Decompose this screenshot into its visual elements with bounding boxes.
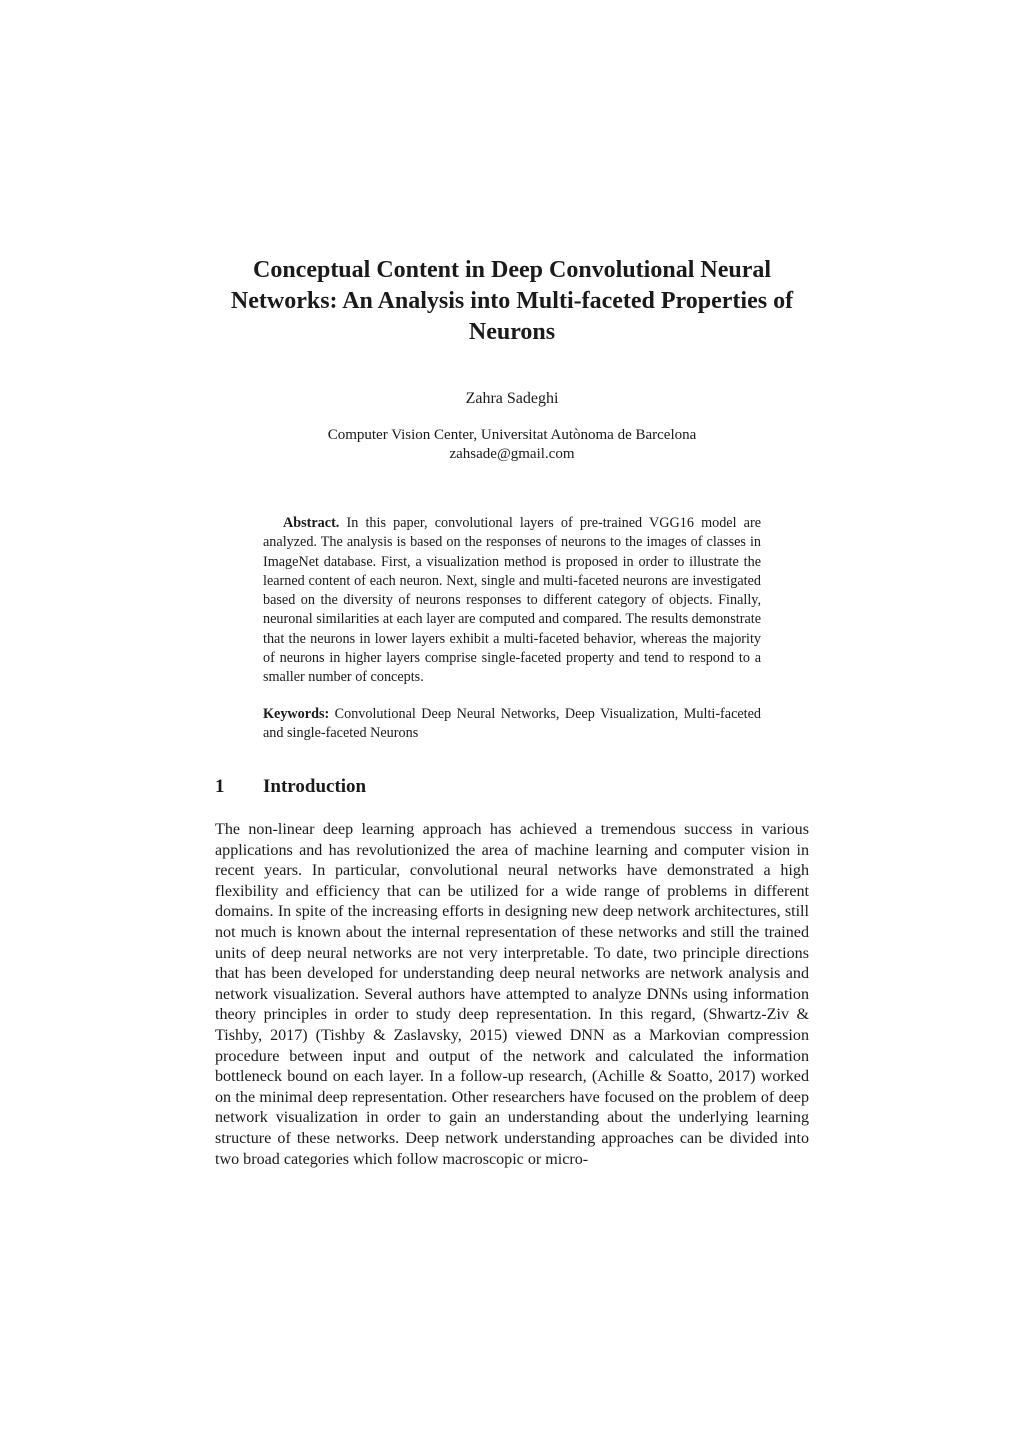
section-title: Introduction <box>263 776 367 797</box>
title-line: Conceptual Content in Deep Convolutional Neural <box>252 257 772 283</box>
affiliation-block <box>150 426 874 464</box>
title-line: Networks: An Analysis into Multi-faceted Properties of <box>230 288 794 314</box>
keywords-text: Convolutional Deep Neural Networks, Deep Visualization, Multi-faceted and single-faceted Neurons <box>263 706 762 742</box>
affiliation: Computer Vision Center, Universitat Autònoma de Barcelona <box>327 427 697 443</box>
keywords <box>263 705 761 744</box>
section-number: 1 <box>215 776 225 797</box>
author-name: Zahra Sadeghi <box>465 390 559 407</box>
section-heading <box>215 775 366 799</box>
keywords-label: Keywords: <box>263 706 330 722</box>
abstract-label: Abstract. <box>283 515 340 531</box>
abstract <box>263 514 761 688</box>
paper-title <box>150 255 874 348</box>
author-email: zahsade@gmail.com <box>449 446 575 462</box>
abstract-text: In this paper, convolutional layers of pre-trained VGG16 model are analyzed. The analysis is based on the responses of neurons to the images of classes in ImageNet database. First, a visualization method is proposed in order to illustrate the learned content of each neuron. Next, single and multi-faceted neurons are investigated based on the diversity of neurons responses to different category of objects. Finally, neuronal similarities at each layer are computed and compared. The results demonstrate that the neurons in lower layers exhibit a multi-faceted behavior, whereas the majority of neurons in higher layers comprise single-faceted property and tend to respond to a smaller number of concepts. <box>263 515 761 686</box>
introduction-paragraph: The non-linear deep learning approach has achieved a tremendous success in various applications and has revolutionized the area of machine learning and computer vision in recent years. In particular, convolutional neural networks have demonstrated a high flexibility and efficiency that can be utilized for a wide range of problems in different domains. In spite of the increasing efforts in designing new deep network architectures, still not much is known about the internal representation of these networks and still the trained units of deep neural networks are not very interpretable. To date, two principle directions that has been developed for understanding deep neural networks are network analysis and network visualization. Several authors have attempted to analyze DNNs using information theory principles in order to study deep representation. In this regard, (Shwartz-Ziv & Tishby, 2017) (Tishby & Zaslavsky, 2015) viewed DNN as a Markovian compression procedure between input and output of the network and calculated the information bottleneck bound on each layer. In a follow-up research, (Achille & Soatto, 2017) worked on the minimal deep representation. Other researchers have focused on the problem of deep network visualization in order to gain an understanding about the underlying learning structure of these networks. Deep network understanding approaches can be divided into two broad categories which follow macroscopic or micro- <box>215 821 809 1168</box>
title-line: Neurons <box>468 319 556 345</box>
